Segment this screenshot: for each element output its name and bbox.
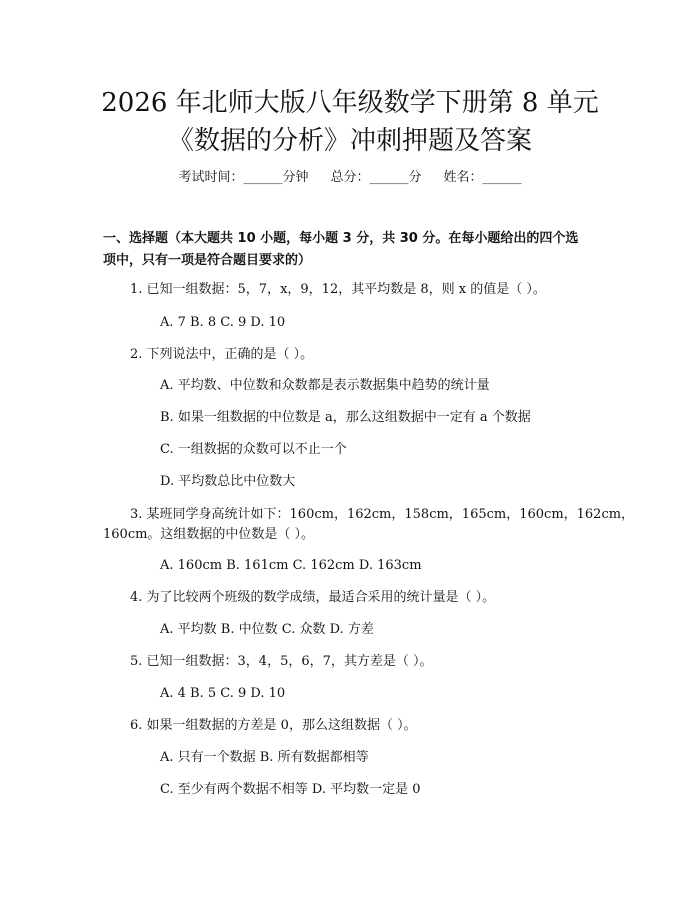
question-4-stem: 4. 为了比较两个班级的数学成绩，最适合采用的统计量是（ ）。 xyxy=(130,590,496,605)
question-6-stem: 6. 如果一组数据的方差是 0，那么这组数据（ ）。 xyxy=(130,718,417,733)
page-title-line-2: 《数据的分析》冲刺押题及答案 xyxy=(167,126,532,156)
section-heading-line-1: 一、选择题（本大题共 10 小题，每小题 3 分，共 30 分。在每小题给出的四个选 xyxy=(103,231,579,246)
exam-time-field: 考试时间：______分钟 xyxy=(178,170,309,185)
section-heading-line-2: 项中，只有一项是符合题目要求的） xyxy=(103,253,312,268)
question-2-option-b: B. 如果一组数据的中位数是 a，那么这组数据中一定有 a 个数据 xyxy=(160,410,531,425)
exam-meta xyxy=(0,168,700,188)
page-title-line-1: 2026 年北师大版八年级数学下册第 8 单元 xyxy=(101,88,599,118)
name-field: 姓名：______ xyxy=(443,170,522,185)
question-2-option-d: D. 平均数总比中位数大 xyxy=(160,474,296,489)
question-1-stem: 1. 已知一组数据：5，7，x，9，12，其平均数是 8，则 x 的值是（ ）。 xyxy=(130,282,546,297)
question-6-options-line-2: C. 至少有两个数据不相等 D. 平均数一定是 0 xyxy=(160,782,421,797)
question-6-options-line-1: A. 只有一个数据 B. 所有数据都相等 xyxy=(160,750,369,765)
question-5-stem: 5. 已知一组数据：3，4，5，6，7，其方差是（ ）。 xyxy=(130,654,433,669)
question-3-stem-line-2: 160cm。这组数据的中位数是（ ）。 xyxy=(103,527,315,542)
total-score-field: 总分：______分 xyxy=(330,170,422,185)
question-3-options: A. 160cm B. 161cm C. 162cm D. 163cm xyxy=(160,558,422,573)
question-2-stem: 2. 下列说法中，正确的是（ ）。 xyxy=(130,347,314,362)
question-4-options: A. 平均数 B. 中位数 C. 众数 D. 方差 xyxy=(160,622,374,637)
question-3-stem-line-1: 3. 某班同学身高统计如下：160cm，162cm，158cm，165cm，160cm，162cm， xyxy=(130,507,635,522)
question-5-options: A. 4 B. 5 C. 9 D. 10 xyxy=(160,686,286,701)
question-1-options: A. 7 B. 8 C. 9 D. 10 xyxy=(160,315,286,330)
question-2-option-a: A. 平均数、中位数和众数都是表示数据集中趋势的统计量 xyxy=(160,378,490,393)
question-2-option-c: C. 一组数据的众数可以不止一个 xyxy=(160,442,347,457)
